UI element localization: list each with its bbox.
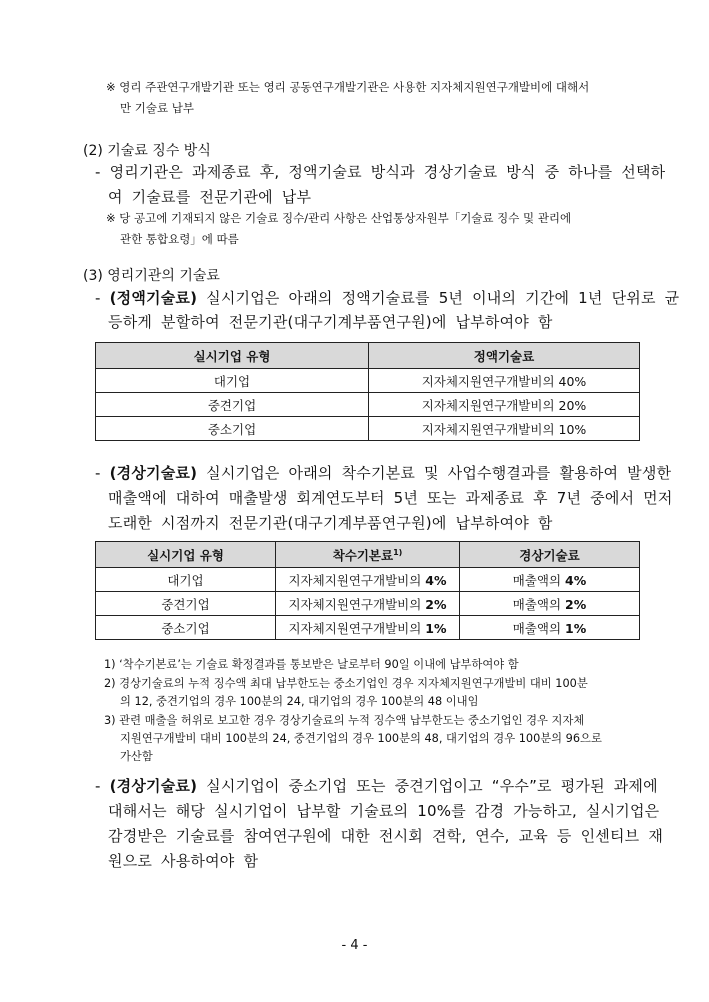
section2-note-line2: 관한 통합요령」에 따름	[120, 232, 239, 246]
footnote-2-line2: 의 12, 중견기업의 경우 100분의 24, 대기업의 경우 100분의 48 이내임	[120, 695, 479, 708]
cell-running-fee	[460, 568, 640, 592]
cell-company-type: 중견기업	[96, 393, 369, 417]
running-fee-table	[95, 541, 640, 640]
cell-base-fee	[276, 568, 460, 592]
table-row	[96, 393, 640, 417]
col-header-base-fee	[276, 542, 460, 568]
running-fee-prefix: 매출액의	[512, 572, 566, 588]
discount-dash: -	[95, 777, 110, 795]
running-fee-line1-text: 실시기업은 아래의 착수기본료 및 사업수행결과를 활용하여 발생한	[197, 464, 672, 482]
running-fee-pct: 4%	[565, 572, 587, 588]
running-fee-line1	[95, 462, 671, 483]
table-row	[96, 417, 640, 441]
fixed-fee-dash: -	[95, 289, 110, 307]
section2-note-line1: ※ 당 공고에 기재되지 않은 기술료 징수/관리 사항은 산업통상자원부「기술료 징수 및 관리에	[106, 211, 572, 225]
cell-fixed-fee: 지자체지원연구개발비의 10%	[369, 417, 640, 441]
section2-bullet-line2: 여 기술료를 전문기관에 납부	[108, 188, 312, 206]
table-row	[96, 616, 640, 640]
cell-company-type: 중소기업	[96, 616, 276, 640]
fixed-fee-line1	[95, 287, 679, 308]
footnote-2-line1: 2) 경상기술료의 누적 징수액 최대 납부한도는 중소기업인 경우 지자체지원연구개발비 대비 100분	[104, 677, 588, 690]
fixed-fee-line2: 등하게 분할하여 전문기관(대구기계부품연구원)에 납부하여야 함	[108, 313, 553, 331]
discount-line1	[95, 775, 658, 796]
running-fee-prefix: 매출액의	[512, 620, 566, 636]
discount-label: (경상기술료)	[109, 777, 198, 795]
cell-base-fee	[276, 616, 460, 640]
base-fee-prefix: 지자체지원연구개발비의	[288, 572, 426, 588]
running-fee-label: (경상기술료)	[109, 464, 198, 482]
footnote-3-line3: 가산함	[120, 750, 153, 763]
running-fee-line3: 도래한 시점까지 전문기관(대구기계부품연구원)에 납부하여야 함	[108, 514, 553, 532]
discount-line2: 대해서는 해당 실시기업이 납부할 기술료의 10%를 감경 가능하고, 실시기업은	[108, 802, 660, 820]
base-fee-header-text: 착수기본료	[332, 547, 394, 563]
note-top-line2: 만 기술료 납부	[120, 101, 194, 115]
footnote-3-line2: 지원연구개발비 대비 100분의 24, 중견기업의 경우 100분의 48, 대기업의 경우 100분의 96으로	[120, 732, 602, 745]
running-fee-pct: 2%	[565, 596, 587, 612]
cell-company-type: 대기업	[96, 568, 276, 592]
fixed-fee-label: (정액기술료)	[109, 289, 198, 307]
cell-company-type: 대기업	[96, 369, 369, 393]
cell-running-fee	[460, 616, 640, 640]
discount-line4: 원으로 사용하여야 함	[108, 852, 259, 870]
page-number: - 4 -	[341, 938, 368, 953]
table-row	[96, 592, 640, 616]
table-header-row	[96, 343, 640, 369]
base-fee-prefix: 지자체지원연구개발비의	[288, 596, 426, 612]
running-fee-pct: 1%	[565, 620, 587, 636]
footnote-1: 1) ‘착수기본료’는 기술료 확정결과를 통보받은 날로부터 90일 이내에 납부하여야 함	[104, 658, 519, 671]
running-fee-line2: 매출액에 대하여 매출발생 회계연도부터 5년 또는 과제종료 후 7년 중에서 먼저	[108, 489, 673, 507]
section2-bullet-line1: - 영리기관은 과제종료 후, 정액기술료 방식과 경상기술료 방식 중 하나를 선택하	[95, 163, 666, 181]
col-header-company-type: 실시기업 유형	[96, 343, 369, 369]
base-fee-pct: 2%	[425, 596, 447, 612]
base-fee-pct: 1%	[425, 620, 447, 636]
section3-heading: (3) 영리기관의 기술료	[83, 268, 220, 284]
col-header-running-fee: 경상기술료	[460, 542, 640, 568]
footnote-3-line1: 3) 관련 매출을 허위로 보고한 경우 경상기술료의 누적 징수액 납부한도는 중소기업인 경우 지자체	[104, 714, 585, 727]
table-row	[96, 568, 640, 592]
col-header-company-type: 실시기업 유형	[96, 542, 276, 568]
cell-fixed-fee: 지자체지원연구개발비의 20%	[369, 393, 640, 417]
running-fee-dash: -	[95, 464, 110, 482]
col-header-fixed-fee: 정액기술료	[369, 343, 640, 369]
cell-base-fee	[276, 592, 460, 616]
base-fee-prefix: 지자체지원연구개발비의	[288, 620, 426, 636]
discount-line1-text: 실시기업이 중소기업 또는 중견기업이고 “우수”로 평가된 과제에	[197, 777, 658, 795]
cell-fixed-fee: 지자체지원연구개발비의 40%	[369, 369, 640, 393]
table-header-row	[96, 542, 640, 568]
section2-heading: (2) 기술료 징수 방식	[83, 143, 211, 159]
cell-running-fee	[460, 592, 640, 616]
running-fee-prefix: 매출액의	[512, 596, 566, 612]
base-fee-pct: 4%	[425, 572, 447, 588]
cell-company-type: 중견기업	[96, 592, 276, 616]
note-top-line1: ※ 영리 주관연구개발기관 또는 영리 공동연구개발기관은 사용한 지자체지원연구개발비에 대해서	[106, 80, 590, 94]
fixed-fee-line1-text: 실시기업은 아래의 정액기술료를 5년 이내의 기간에 1년 단위로 균	[197, 289, 680, 307]
cell-company-type: 중소기업	[96, 417, 369, 441]
footnote-ref-1: 1)	[393, 547, 403, 557]
table-row	[96, 369, 640, 393]
discount-line3: 감경받은 기술료를 참여연구원에 대한 전시회 견학, 연수, 교육 등 인센티브 재	[108, 827, 664, 845]
fixed-fee-table	[95, 342, 640, 441]
